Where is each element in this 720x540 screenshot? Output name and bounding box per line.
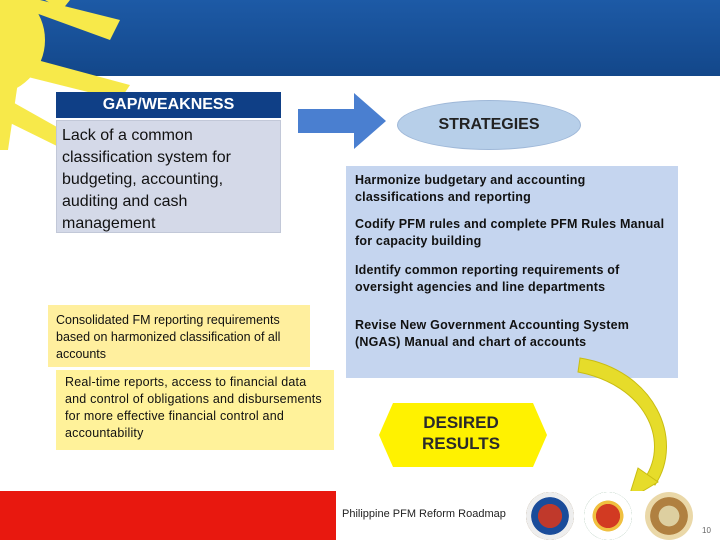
strategy-item: Revise New Government Accounting System (NGAS) Manual and chart of accounts bbox=[355, 318, 630, 349]
footer-title: Philippine PFM Reform Roadmap bbox=[342, 508, 506, 520]
gap-line: budgeting, accounting, bbox=[62, 171, 224, 188]
seal-logo bbox=[526, 492, 574, 540]
strategy-item: Codify PFM rules and complete PFM Rules Manual for capacity building bbox=[355, 217, 665, 248]
gap-line: Lack of a common bbox=[62, 127, 193, 144]
desired-results-title bbox=[396, 412, 526, 454]
strategy-item: Harmonize budgetary and accounting classifications and reporting bbox=[355, 173, 586, 204]
page-number: 10 bbox=[702, 526, 711, 535]
realtime-result-box: Real-time reports, access to financial data and control of obligations and disbursements for more effective financial control and accountability bbox=[56, 370, 334, 450]
right-arrow-icon bbox=[298, 93, 388, 149]
gap-line: classification system for bbox=[62, 149, 231, 166]
desired-line: DESIRED bbox=[423, 413, 499, 432]
consolidated-result-box: Consolidated FM reporting requirements based on harmonized classification of all accounts bbox=[48, 305, 310, 367]
gap-line: auditing and cash bbox=[62, 193, 188, 210]
gap-line: management bbox=[62, 215, 156, 232]
seal-logo bbox=[584, 492, 632, 540]
strategies-title: STRATEGIES bbox=[397, 100, 581, 150]
strategy-item: Identify common reporting requirements of oversight agencies and line departments bbox=[355, 263, 620, 294]
strategies-box bbox=[346, 166, 678, 378]
curved-arrow-icon bbox=[560, 350, 690, 510]
results-line: RESULTS bbox=[421, 434, 501, 453]
gap-weakness-box bbox=[56, 120, 281, 233]
seal-logo bbox=[645, 492, 693, 540]
gap-weakness-header: GAP/WEAKNESS bbox=[56, 92, 281, 118]
